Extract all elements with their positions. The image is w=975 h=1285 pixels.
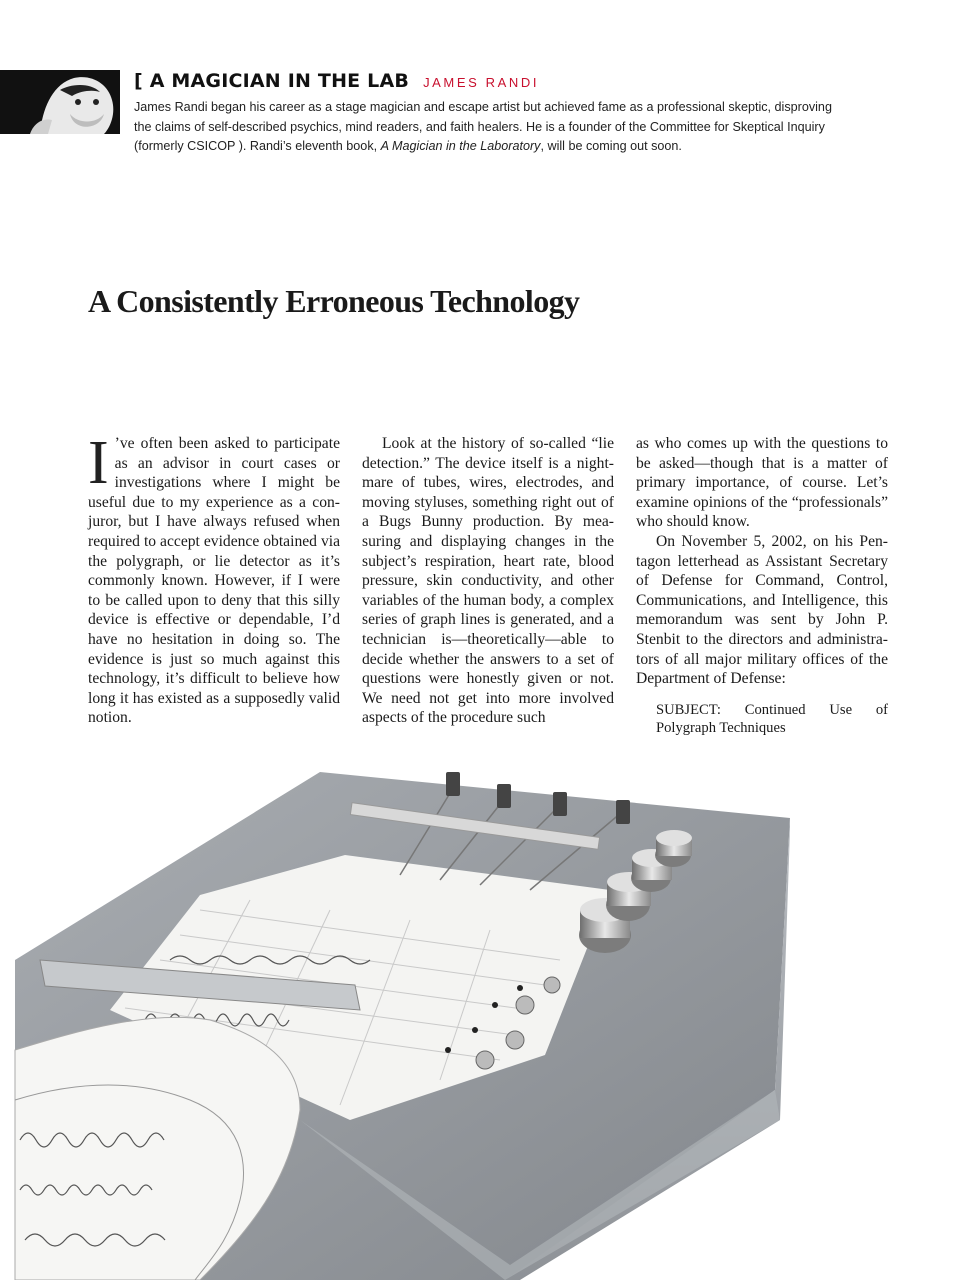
- column-title: [ A MAGICIAN IN THE LAB: [134, 70, 410, 92]
- article-column-3: [636, 434, 888, 737]
- author-bio: [134, 98, 834, 157]
- article-paragraph: Look at the history of so-called “lie detection.” The device itself is a nightmare of tubes, wires, electrodes, and moving styluses, something right out of a Bugs Bunny production. By measuring and displaying changes in the subject’s respiration, heart rate, blood pressure, skin conductivity, and other variables of the human body, a complex series of graph lines is generated, and a technician is—theoretically—able to decide whether the answers to a set of questions were honestly given or not. We need not get into more involved aspects of the procedure such: [362, 435, 614, 727]
- bio-text-end: , will be coming out soon.: [540, 139, 682, 154]
- article-title: A Consistently Erroneous Technology: [88, 283, 580, 319]
- article-column-1: [88, 429, 340, 728]
- author-name: JAMES RANDI: [423, 75, 540, 90]
- article-paragraph: as who comes up with the questions to be asked—though that is a matter of primary importance, of course. Let’s examine opinions of the “professionals” who should know.: [636, 435, 888, 531]
- memo-subject: SUBJECT: Continued Use of Polygraph Techniques: [656, 701, 888, 736]
- column-header: [134, 70, 834, 157]
- book-title: A Magician in the Laboratory: [380, 139, 541, 154]
- author-portrait: [0, 70, 120, 134]
- article-paragraph: [88, 429, 340, 728]
- article-paragraph: On November 5, 2002, on his Pentagon letterhead as Assistant Secretary of Defense for Command, Control, Communications, and Intelligence, this memorandum was sent by John P. Stenbit to the directors and administrators of all major military offices of the Department of Defense:: [636, 532, 888, 688]
- bio-text: James Randi began his career as a stage magician and escape artist but achieved fame as a professional skeptic, disproving the claims of self-described psychics, mind readers, and faith healers. He is a founder of the Committee for Skeptical Inquiry (formerly CSICOP ). Randi’s eleventh book,: [134, 100, 832, 154]
- paragraph-text: ’ve often been asked to participate as an advisor in court cases or investigations where I might be useful due to my experience as a conjuror, but I have always refused when required to accept evidence obtained via the polygraph, or lie detector as it’s commonly known. However, if I were to be called upon to deny that this silly device is effective or dependable, I’d have no hesitation in doing so. The evidence is just so much against this technology, it’s difficult to believe how long it has existed as a supposedly valid notion.: [88, 435, 340, 727]
- drop-cap: I: [88, 429, 109, 497]
- polygraph-machine-image: [0, 760, 975, 1280]
- article-column-2: [362, 434, 614, 728]
